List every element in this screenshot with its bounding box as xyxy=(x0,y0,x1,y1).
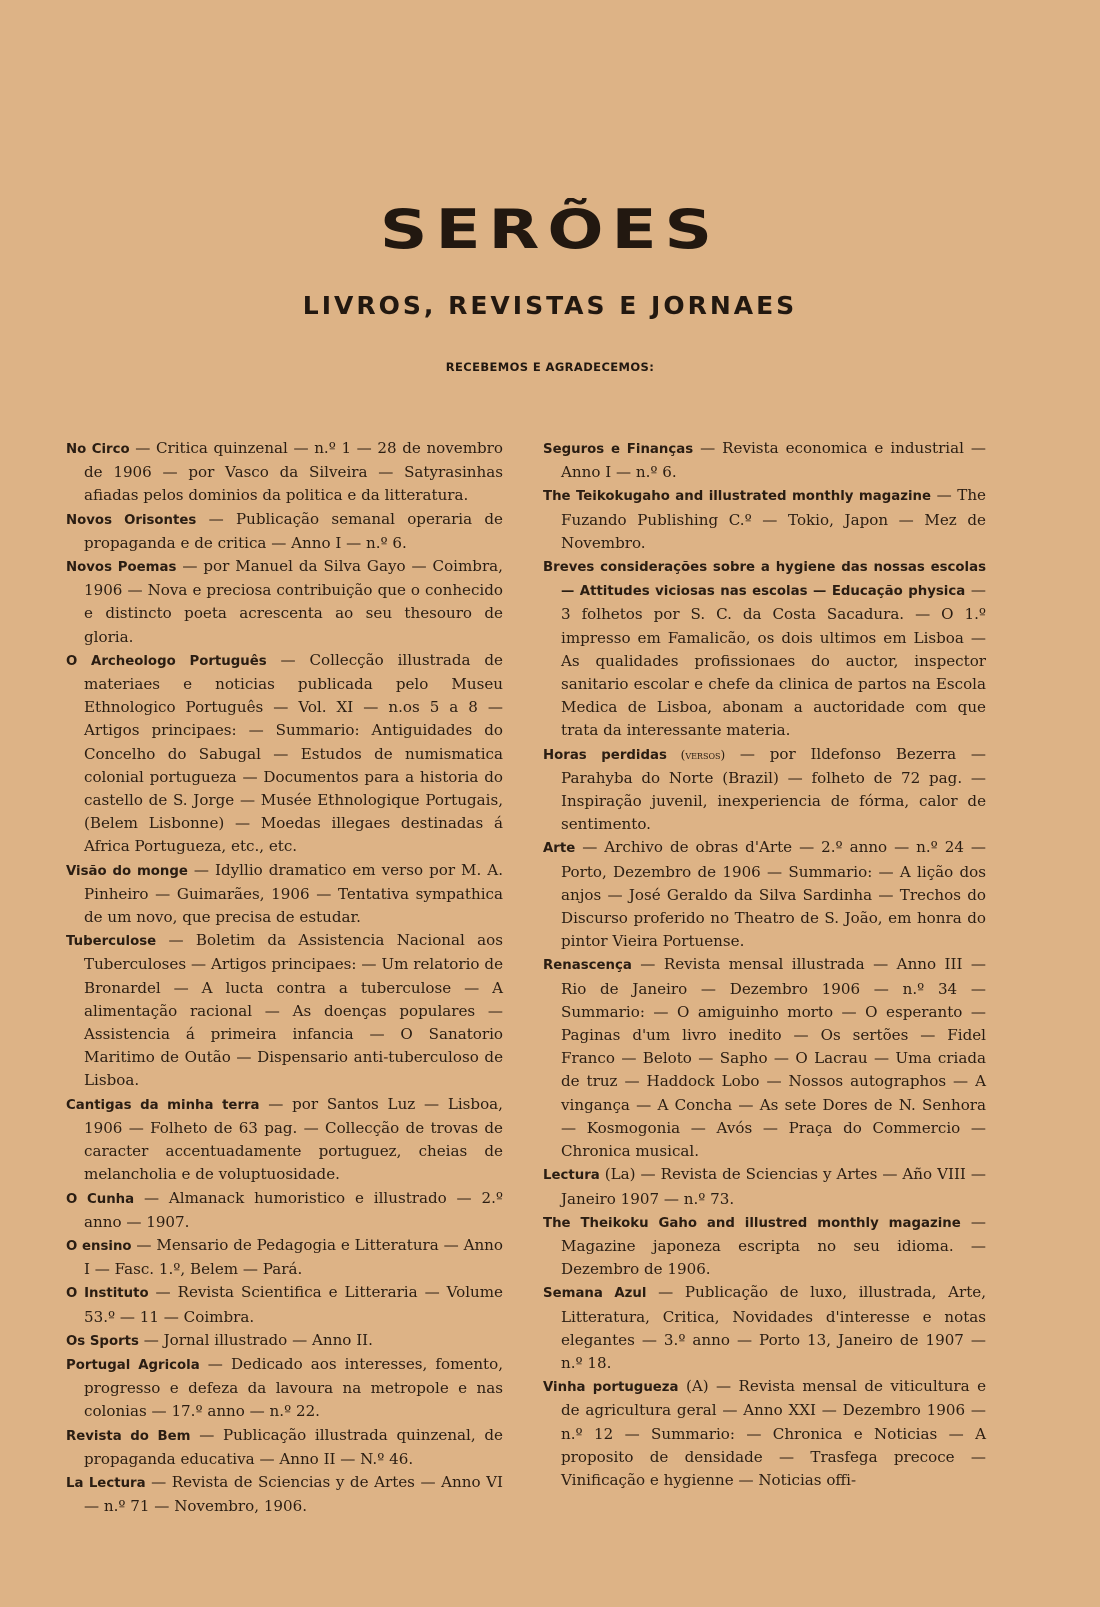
entry-title: Breves considerações sobre a hygiene das nossas escolas — Attitudes viciosas nas escolas — Educação physica xyxy=(543,560,986,600)
entry-body: — Magazine japoneza escripta no seu idioma. — Dezembro de 1906. xyxy=(561,1212,986,1279)
list-entry xyxy=(543,1375,986,1492)
list-entry xyxy=(66,1471,503,1518)
entry-body: — Revista mensal illustrada — Anno III — Rio de Janeiro — Dezembro 1906 — n.º 34 — Summario: — O amiguinho morto — O esperanto — Paginas d'um livro inedito — Os sertões — Fidel Franco — Beloto — Sapho — O Lacrau — Uma criada de truz — Haddock Lobo — Nossos autographos — A vingança — A Concha — As sete Dores de N. Senhora — Kosmogonia — Avós — Praça do Commercio — Chronica musical. xyxy=(561,955,986,1161)
entry-body: — Publicação de luxo, illustrada, Arte, Litteratura, Critica, Novidades d'interesse e notas elegantes — 3.º anno — Porto 13, Janeiro de 1907 — n.º 18. xyxy=(561,1283,986,1372)
list-entry xyxy=(66,1234,503,1281)
entry-title: Horas perdidas xyxy=(543,747,667,763)
entry-title: O Archeologo Português xyxy=(66,653,267,669)
list-entry xyxy=(66,1353,503,1424)
entry-body: — Critica quinzenal — n.º 1 — 28 de novembro de 1906 — por Vasco da Silveira — Satyrasinhas afiadas pelos dominios da politica e da litteratura. xyxy=(84,439,503,505)
entry-title: The Theikoku Gaho and illustred monthly magazine xyxy=(543,1215,961,1231)
section-subtitle: LIVROS, REVISTAS E JORNAES xyxy=(302,291,798,320)
list-entry xyxy=(543,1211,986,1282)
entry-title: Semana Azul xyxy=(543,1286,647,1302)
list-entry xyxy=(66,1329,503,1353)
entry-body: — por Manuel da Silva Gayo — Coimbra, 1906 — Nova e preciosa contribuição que o conhecido e distincto poeta acrescenta ao seu thesouro de gloria. xyxy=(84,557,503,646)
entry-body: — Idyllio dramatico em verso por M. A. Pinheiro — Guimarães, 1906 — Tentativa sympathica de um novo, que precisa de estudar. xyxy=(84,860,503,927)
left-column xyxy=(66,437,503,1518)
entry-title: Arte xyxy=(543,841,576,857)
entry-body: — Collecção illustrada de materiaes e noticias publicada pelo Museu Ethnologico Português — Vol. XI — n.os 5 a 8 — Artigos principaes: — Summario: Antiguidades do Concelho do Sabugal — Estudos de numismatica colonial portugueza — Documentos para a historia do castello de S. Jorge — Musée Ethnologique Portugais, (Belem Lisbonne) — Moedas illegaes destinadas á Africa Portugueza, etc., etc. xyxy=(84,650,503,856)
list-entry xyxy=(543,1163,986,1210)
list-entry xyxy=(66,555,503,649)
entry-title: O Cunha xyxy=(66,1191,135,1207)
entry-title: O Instituto xyxy=(66,1286,149,1302)
list-entry xyxy=(66,508,503,555)
entry-body: — Publicação illustrada quinzenal, de propaganda educativa — Anno II — N.º 46. xyxy=(84,1425,503,1468)
entry-body: — Dedicado aos interesses, fomento, progresso e defeza da lavoura na metropole e nas colonias — 17.º anno — n.º 22. xyxy=(84,1354,503,1421)
entry-title: Visão do monge xyxy=(66,863,188,879)
list-entry xyxy=(543,555,986,743)
list-entry xyxy=(543,1281,986,1375)
entry-title: Vinha portugueza xyxy=(543,1380,679,1396)
entry-body: — Publicação semanal operaria de propaganda e de critica — Anno I — n.º 6. xyxy=(84,509,503,552)
entry-body: — Revista Scientifica e Litteraria — Volume 53.º — 11 — Coimbra. xyxy=(84,1283,503,1326)
entry-title: Renascença xyxy=(543,958,632,974)
list-entry xyxy=(66,1187,503,1234)
list-entry xyxy=(66,1281,503,1328)
list-entry xyxy=(543,437,986,484)
entry-title: The Teikokugaho and illustrated monthly magazine xyxy=(543,489,931,505)
list-entry xyxy=(66,1424,503,1471)
entry-body: (A) — Revista mensal de viticultura e de agricultura geral — Anno XXI — Dezembro 1906 — n.º 12 — Summario: — Chronica e Noticias — A proposito de densidade — Trasfega precoce — Vinificação e hygienne — Noticias offi- xyxy=(561,1377,986,1489)
entry-title: Novos Poemas xyxy=(66,560,177,576)
entry-note: (versos) xyxy=(666,747,726,762)
entry-title: La Lectura xyxy=(66,1475,146,1491)
entry-title: Portugal Agricola xyxy=(66,1357,200,1373)
entry-title: Seguros e Finanças xyxy=(543,442,694,457)
entry-body: — Revista economica e industrial — Anno I — n.º 6. xyxy=(561,439,986,482)
entry-title: Cantigas da minha terra xyxy=(66,1097,260,1113)
list-entry xyxy=(543,836,986,953)
entry-body: — The Fuzando Publishing C.º — Tokio, Japon — Mez de Novembro. xyxy=(561,486,986,552)
entry-title: Revista do Bem xyxy=(66,1428,191,1444)
entry-body: — Jornal illustrado — Anno II. xyxy=(138,1330,373,1349)
list-entry xyxy=(543,953,986,1163)
entry-title: No Circo xyxy=(66,442,130,457)
entry-title: Lectura xyxy=(543,1168,600,1184)
entry-title: O ensino xyxy=(66,1238,132,1254)
list-entry xyxy=(66,859,503,930)
list-entry xyxy=(543,743,986,837)
entry-title: Os Sports xyxy=(66,1333,139,1349)
entry-title: Tuberculose xyxy=(66,934,157,950)
entry-body: — 3 folhetos por S. C. da Costa Sacadura. — O 1.º impresso em Famalicão, os dois ultimos em Lisboa — As qualidades profissionaes do auctor, inspector sanitario escolar e chefe da clinica de partos na Escola Medica de Lisboa, abonam a auctoridade com que trata da interessante materia. xyxy=(561,581,986,740)
page-title: SERÕES xyxy=(379,198,721,262)
list-entry xyxy=(66,437,503,508)
list-entry xyxy=(66,929,503,1092)
entry-body: — Revista de Sciencias y de Artes — Anno VI — n.º 71 — Novembro, 1906. xyxy=(84,1472,504,1516)
list-entry xyxy=(66,1093,503,1187)
entry-body: (La) — Revista de Sciencias y Artes — Año VIII — Janeiro 1907 — n.º 73. xyxy=(561,1165,986,1208)
entry-body: — Archivo de obras d'Arte — 2.º anno — n.º 24 — Porto, Dezembro de 1906 — Summario: — A lição dos anjos — José Geraldo da Silva Sardinha — Trechos do Discurso proferido no Theatro de S. João, em honra do pintor Vieira Portuense. xyxy=(561,838,986,951)
right-column xyxy=(543,437,986,1492)
list-entry xyxy=(66,649,503,859)
list-entry xyxy=(543,484,986,555)
section-intro: RECEBEMOS E AGRADECEMOS: xyxy=(445,360,655,374)
entry-body: — Mensario de Pedagogia e Litteratura — Anno I — Fasc. 1.º, Belem — Pará. xyxy=(84,1235,503,1279)
entry-title: Novos Orisontes xyxy=(66,512,197,528)
entry-body: — Boletim da Assistencia Nacional aos Tuberculoses — Artigos principaes: — Um relatorio de Bronardel — A lucta contra a tuberculose — A alimentação racional — As doenças populares — Assistencia á primeira infancia — O Sanatorio Maritimo de Outão — Dispensario anti-tuberculoso de Lisboa. xyxy=(84,931,503,1090)
entry-body: — por Santos Luz — Lisboa, 1906 — Folheto de 63 pag. — Collecção de trovas de caracter accentuadamente portuguez, cheias de melancholia e de voluptuosidade. xyxy=(84,1094,503,1184)
entry-body: — Almanack humoristico e illustrado — 2.º anno — 1907. xyxy=(84,1188,503,1231)
entry-body: — por Ildefonso Bezerra — Parahyba do Norte (Brazil) — folheto de 72 pag. — Inspiração juvenil, inexperiencia de fórma, calor de sentimento. xyxy=(561,744,987,834)
